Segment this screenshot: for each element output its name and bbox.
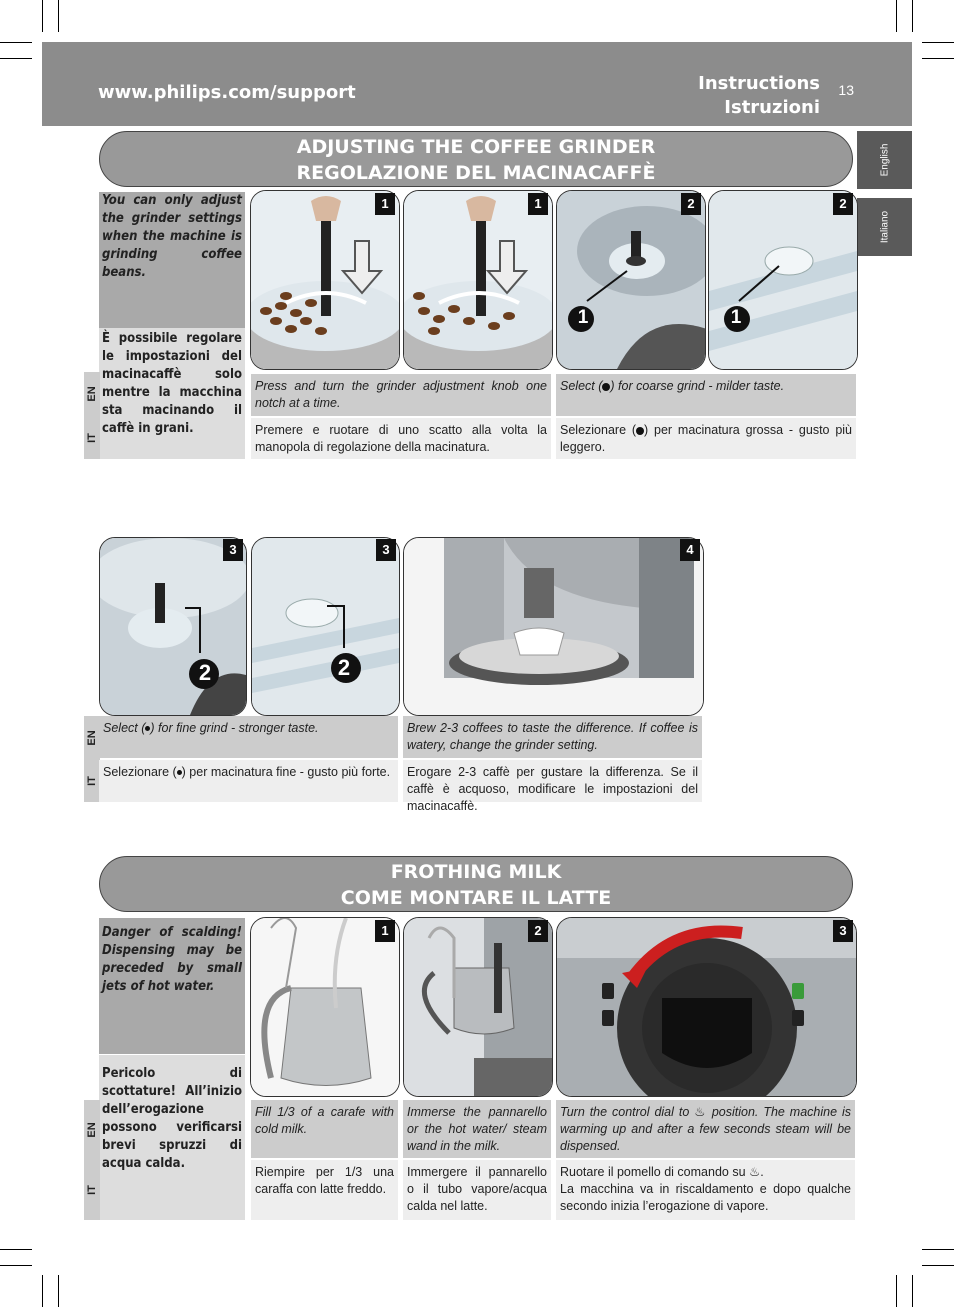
photo-grinder-knob-a [250, 190, 400, 370]
lang-label-en: EN [86, 1122, 98, 1138]
page-number: 13 [838, 82, 854, 98]
step-number: 3 [833, 920, 853, 942]
grinder-fine-illustration [100, 538, 246, 715]
section-title-en: FROTHING MILK [390, 861, 562, 883]
coarse-dot-icon [636, 427, 644, 435]
step-number: 1 [375, 920, 395, 942]
caption-step2-en: Select ( ) for coarse grind - milder taste. [556, 374, 856, 416]
callout-number: 2 [337, 655, 351, 680]
caption-step1-en: Press and turn the grinder adjustment knob one notch at a time. [251, 374, 551, 416]
caption-step3-it: Selezionare ( ) per macinatura fine - gusto più forte. [99, 760, 398, 802]
control-dial-illustration [557, 918, 856, 1096]
crop-mark [922, 58, 954, 59]
section-banner-grinder [99, 131, 853, 187]
caption-milk3-it: Ruotare il pomello di comando su ♨. La macchina va in riscaldamento e dopo qualche secondo inizia l’erogazione di vapore. [556, 1160, 855, 1220]
crop-mark [42, 1275, 43, 1307]
crop-mark [912, 1275, 913, 1307]
lang-label-en: EN [86, 729, 98, 746]
crop-mark [0, 58, 32, 59]
caption-milk1-it: Riempire per 1/3 una caraffa con latte freddo. [251, 1160, 398, 1220]
support-url[interactable]: www.philips.com/support [98, 82, 356, 103]
section-title-it: COME MONTARE IL LATTE [340, 887, 612, 909]
caption-milk1-en: Fill 1/3 of a carafe with cold milk. [251, 1100, 398, 1158]
steam-icon: ♨ [749, 1165, 761, 1179]
caption-milk2-en: Immerse the pannarello or the hot water/ steam wand in the milk. [403, 1100, 551, 1158]
crop-mark [58, 0, 59, 32]
tab-italiano[interactable]: Italiano [857, 198, 912, 256]
caption-step1-it: Premere e ruotare di uno scatto alla volta la manopola di regolazione della macinatura. [251, 418, 551, 459]
title-en: Instructions [698, 73, 820, 94]
crop-mark [922, 1265, 954, 1266]
photo-knob-coarse-b [708, 190, 858, 370]
photo-knob-fine-b [251, 537, 400, 716]
crop-mark [912, 0, 913, 32]
grinder-knob-illustration [251, 191, 399, 369]
section-title-en: ADJUSTING THE COFFEE GRINDER [296, 136, 656, 158]
caption-step3-en: Select ( ) for fine grind - stronger taste. [99, 716, 398, 758]
photo-coffee-machine-cup [403, 537, 704, 716]
photo-control-dial [556, 917, 857, 1097]
photo-milk-carafe [250, 917, 400, 1097]
lang-label-it: IT [86, 1185, 98, 1195]
lang-label-en: EN [86, 386, 98, 402]
crop-mark [0, 1265, 32, 1266]
step-number: 2 [833, 193, 853, 215]
crop-mark [0, 42, 32, 43]
carafe-illustration [251, 918, 399, 1096]
note-it-box [99, 1055, 245, 1220]
note-it: È possibile regolare le impostazioni del macinacaffè solo mentre la macchina sta macinando il caffè in grani. [102, 331, 242, 436]
caption-step4-it: Erogare 2-3 caffè per gustare la differenza. Se il caffè è acquoso, modificare le impostazioni del macinacaffè. [403, 760, 702, 802]
step-number: 1 [375, 193, 395, 215]
grinder-knob-illustration [404, 191, 552, 369]
step-number: 3 [376, 539, 396, 561]
steam-icon: ♨ [694, 1105, 707, 1119]
caption-step4-en: Brew 2-3 coffees to taste the difference. If coffee is watery, change the grinder setting. [403, 716, 702, 758]
section-title-it: REGOLAZIONE DEL MACINACAFFÈ [296, 162, 656, 184]
callout-number: 1 [577, 307, 589, 328]
crop-mark [42, 0, 43, 32]
page-header [42, 42, 912, 126]
coffee-machine-illustration [404, 538, 703, 715]
step-number: 2 [681, 193, 701, 215]
grinder-coarse-illustration [557, 191, 705, 369]
callout-number: 1 [730, 307, 742, 328]
callout-number: 2 [198, 660, 212, 685]
step-number: 2 [528, 920, 548, 942]
section-banner-milk [99, 856, 853, 912]
crop-mark [922, 42, 954, 43]
photo-knob-coarse-a [556, 190, 706, 370]
photo-knob-fine-a [99, 537, 247, 716]
grinder-fine-illustration [252, 538, 399, 715]
note-en: You can only adjust the grinder settings when the machine is grinding coffee beans. [102, 193, 242, 280]
steam-wand-illustration [404, 918, 552, 1096]
note-it: Pericolo di scottature! All’inizio dell’erogazione possono verificarsi brevi spruzzi di acqua calda. [102, 1066, 242, 1171]
crop-mark [922, 1249, 954, 1250]
step-number: 1 [528, 193, 548, 215]
title-it: Istruzioni [724, 97, 820, 118]
note-box [99, 918, 245, 1054]
photo-grinder-knob-b [403, 190, 553, 370]
caption-step2-it: Selezionare ( ) per macinatura grossa - gusto più leggero. [556, 418, 856, 459]
lang-label-it: IT [86, 432, 98, 443]
header-titles [698, 72, 820, 120]
lang-label-it: IT [86, 775, 98, 786]
photo-steam-wand [403, 917, 553, 1097]
crop-mark [896, 1275, 897, 1307]
note-it-box [99, 328, 245, 459]
step-number: 3 [223, 539, 243, 561]
note-en: Danger of scalding! Dispensing may be preceded by small jets of hot water. [102, 925, 242, 994]
crop-mark [896, 0, 897, 32]
tab-english[interactable]: English [857, 131, 912, 189]
crop-mark [58, 1275, 59, 1307]
grinder-coarse-illustration [709, 191, 857, 369]
step-number: 4 [680, 539, 700, 561]
caption-milk2-it: Immergere il pannarello o il tubo vapore/acqua calda nel latte. [403, 1160, 551, 1220]
crop-mark [0, 1249, 32, 1250]
caption-milk3-en: Turn the control dial to ♨ position. The machine is warming up and after a few seconds steam will be dispensed. [556, 1100, 855, 1158]
